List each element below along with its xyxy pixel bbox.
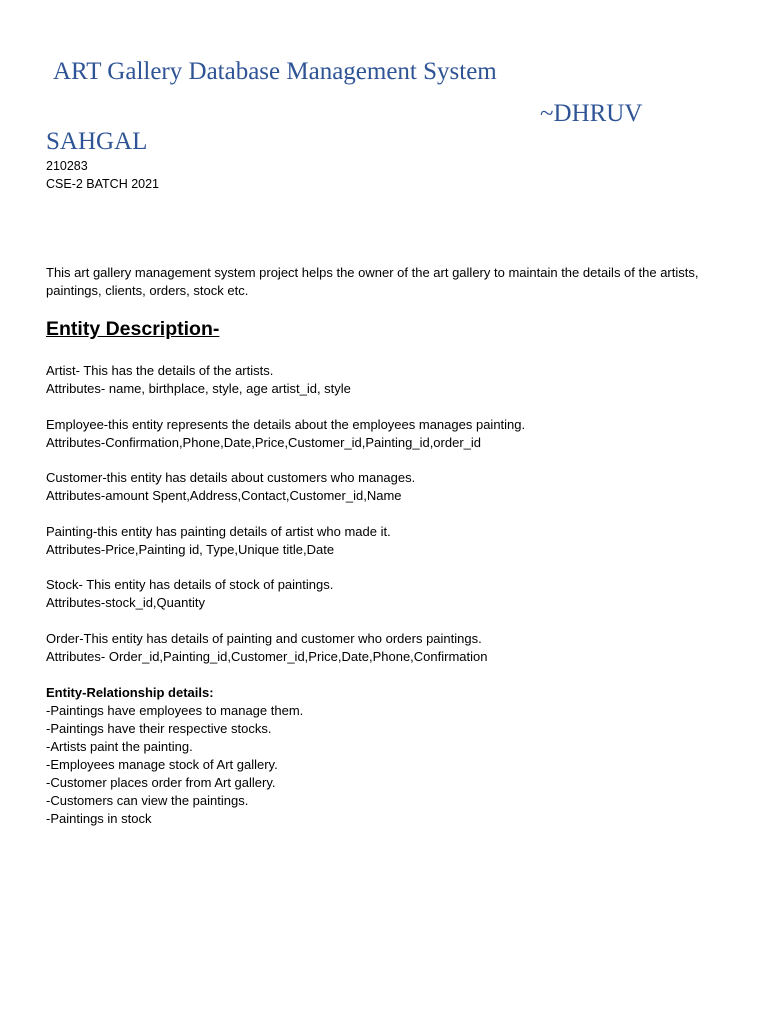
relationship-item: -Paintings have employees to manage them. <box>46 703 304 718</box>
relationship-item: -Paintings have their respective stocks. <box>46 721 272 736</box>
entity-description: Painting-this entity has painting details of artist who made it. <box>46 524 391 539</box>
entity-stock <box>46 576 333 612</box>
entity-description: Employee-this entity represents the details about the employees manages painting. <box>46 417 526 432</box>
entity-description: Customer-this entity has details about customers who manages. <box>46 470 416 485</box>
entity-attributes: Attributes- name, birthplace, style, age artist_id, style <box>46 381 351 396</box>
entity-description: Artist- This has the details of the artists. <box>46 363 274 378</box>
entity-attributes: Attributes- Order_id,Painting_id,Customer_id,Price,Date,Phone,Confirmation <box>46 649 488 664</box>
relationship-item: -Paintings in stock <box>46 811 152 826</box>
entity-order <box>46 630 488 666</box>
entity-painting <box>46 523 391 559</box>
relationship-item: -Customers can view the paintings. <box>46 793 249 808</box>
intro-paragraph: This art gallery management system project helps the owner of the art gallery to maintain the details of the artists, paintings, clients, orders, stock etc. <box>46 265 699 298</box>
roll-number: 210283 <box>46 159 88 173</box>
batch-label: CSE-2 BATCH 2021 <box>46 177 160 191</box>
relationship-item: -Employees manage stock of Art gallery. <box>46 757 278 772</box>
entity-description: Stock- This entity has details of stock of paintings. <box>46 577 334 592</box>
relationship-item: -Customer places order from Art gallery. <box>46 775 276 790</box>
author-last-name: SAHGAL <box>46 128 148 155</box>
entity-description: Order-This entity has details of painting and customer who orders paintings. <box>46 631 482 646</box>
author-first-name: ~DHRUV <box>540 100 643 127</box>
entity-attributes: Attributes-Confirmation,Phone,Date,Price,Customer_id,Painting_id,order_id <box>46 435 481 450</box>
entity-attributes: Attributes-stock_id,Quantity <box>46 595 205 610</box>
entity-customer <box>46 469 415 505</box>
entity-artist <box>46 362 351 398</box>
entity-description-heading: Entity Description- <box>46 318 220 340</box>
document-title: ART Gallery Database Management System <box>53 58 497 85</box>
relationship-section <box>46 684 303 828</box>
relationship-item: -Artists paint the painting. <box>46 739 193 754</box>
entity-attributes: Attributes-Price,Painting id, Type,Unique title,Date <box>46 542 335 557</box>
entity-employee <box>46 416 525 452</box>
entity-attributes: Attributes-amount Spent,Address,Contact,Customer_id,Name <box>46 488 402 503</box>
relationship-heading: Entity-Relationship details: <box>46 685 214 700</box>
